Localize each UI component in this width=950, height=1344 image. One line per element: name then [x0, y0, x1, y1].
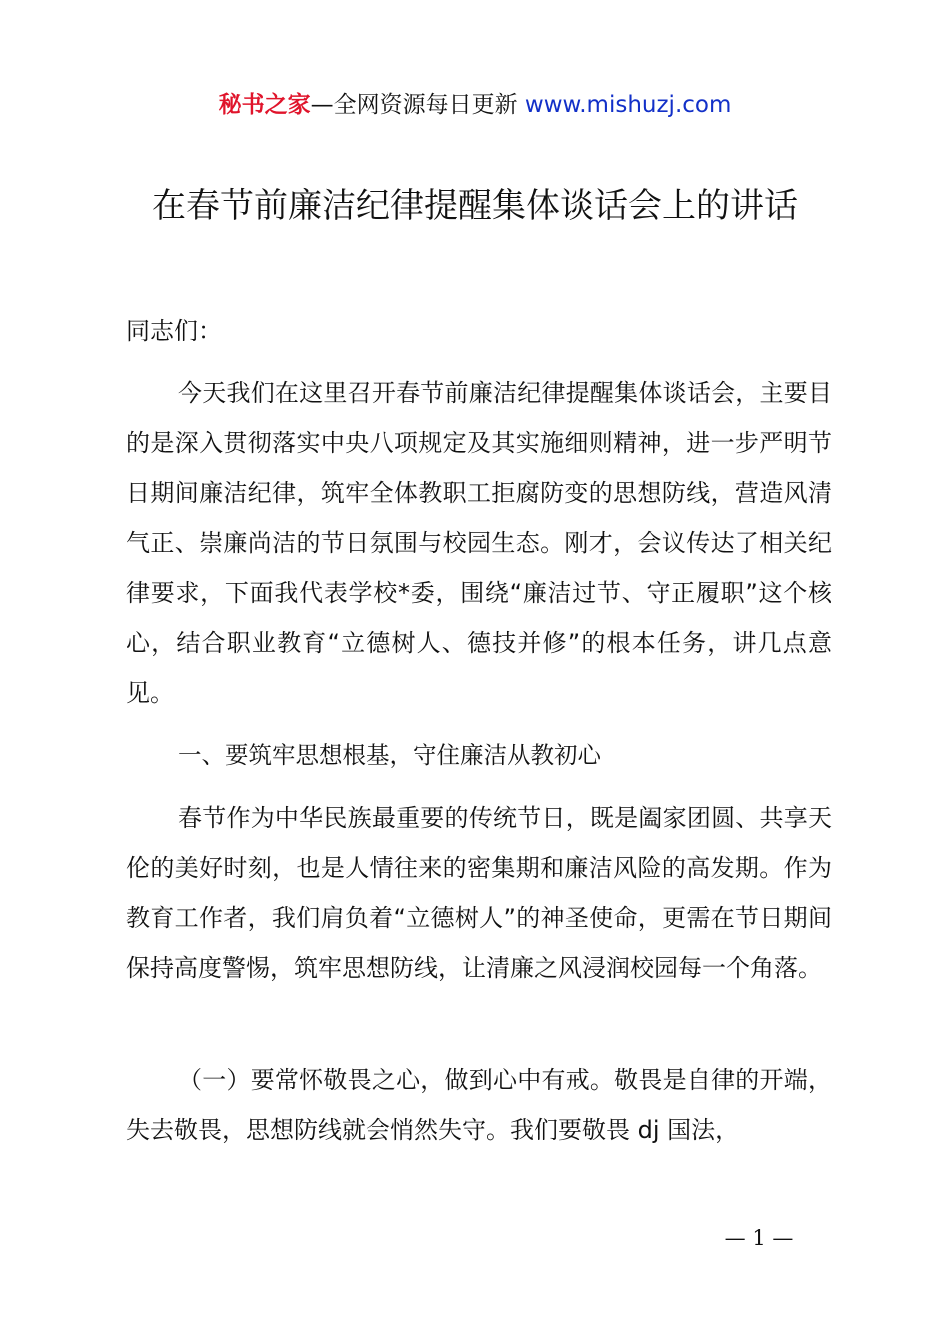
paragraph-subsection-1: （一）要常怀敬畏之心，做到心中有戒。敬畏是自律的开端，失去敬畏，思想防线就会悄然失守。我们要敬畏 dj 国法，	[126, 1066, 832, 1144]
paragraph-section-1: 春节作为中华民族最重要的传统节日，既是阖家团圆、共享天伦的美好时刻，也是人情往来的密集期和廉洁风险的高发期。作为教育工作者，我们肩负着“立德树人”的神圣使命，更需在节日期间保持高度警惕，筑牢思想防线，让清廉之风浸润校园每一个角落。	[126, 804, 832, 982]
header-tagline: —全网资源每日更新	[310, 92, 518, 118]
site-url-link[interactable]: www.mishuzj.com	[524, 92, 732, 118]
page-number: — 1 —	[724, 1226, 794, 1250]
brand-name: 秘书之家	[218, 92, 311, 118]
document-title: 在春节前廉洁纪律提醒集体谈话会上的讲话	[152, 186, 798, 226]
section-heading-1: 一、要筑牢思想根基，守住廉洁从教初心	[178, 741, 601, 769]
site-header	[0, 88, 950, 122]
paragraph-intro: 今天我们在这里召开春节前廉洁纪律提醒集体谈话会，主要目的是深入贯彻落实中央八项规定及其实施细则精神，进一步严明节日期间廉洁纪律，筑牢全体教职工拒腐防变的思想防线，营造风清气正、崇廉尚洁的节日氛围与校园生态。刚才，会议传达了相关纪律要求，下面我代表学校*委，围绕“廉洁过节、守正履职”这个核心，结合职业教育“立德树人、德技并修”的根本任务，讲几点意见。	[126, 379, 832, 707]
greeting: 同志们：	[126, 317, 222, 345]
